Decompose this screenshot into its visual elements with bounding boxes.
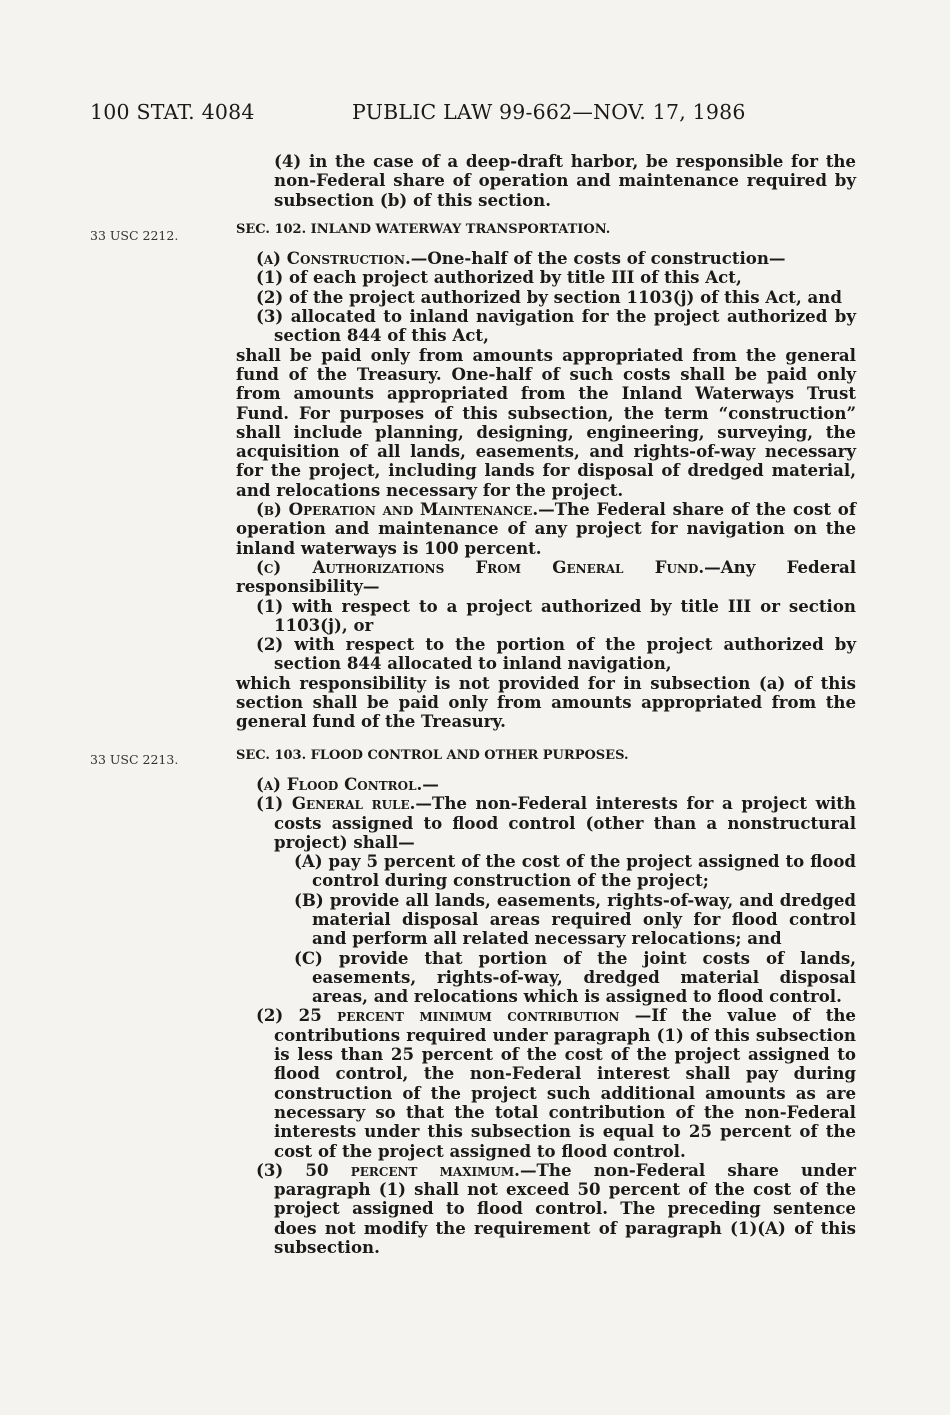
subsection-a: (a) Construction.—One-half of the costs of construction—: [256, 248, 786, 269]
subsection-b: (b) Operation and Maintenance.—The Federal share of the cost of operation and maintenance of any project for navigation on the inland waterways is 100 percent.: [236, 499, 856, 558]
clause-c2: (2) with respect to the portion of the project authorized by section 844 allocated to inland navigation,: [256, 634, 856, 674]
clause-C: (C) provide that portion of the joint costs of lands, easements, rights-of-way, dredged material disposal areas, and relocations which is assigned to flood control.: [294, 947, 856, 1007]
statute-page-number: 100 STAT. 4084: [90, 100, 255, 124]
law-title: PUBLIC LAW 99-662—NOV. 17, 1986: [352, 100, 746, 124]
paragraph-minimum-contribution: (2) 25 percent minimum contribution —If the value of the contributions required under paragraph (1) of this subsection is less than 25 percent of the cost of the project assigned to flood control, the non-Federal interest shall pay during construction of the project such additional amounts as are necessary so that the total contribution of the non-Federal interests under this subsection is equal to 25 percent of the cost of the project assigned to flood control.: [256, 1005, 856, 1161]
clause-B: (B) provide all lands, easements, rights-of-way, and dredged material disposal areas required only for flood control and perform all related necessary relocations; and: [294, 889, 856, 949]
clause-a1: (1) of each project authorized by title III of this Act,: [256, 267, 742, 288]
paragraph-4: (4) in the case of a deep-draft harbor, be responsible for the non-Federal share of operation and maintenance required by subsection (b) of this section.: [274, 151, 856, 210]
clause-a3: (3) allocated to inland navigation for the project authorized by section 844 of this Act,: [256, 306, 856, 346]
subsection-c-heading: (c) Authorizations From General Fund.: [256, 556, 705, 577]
document-body: [236, 152, 856, 1257]
flood-control-heading: (a) Flood Control.—: [256, 773, 439, 794]
margin-note-sec102: 33 USC 2212.: [90, 228, 179, 243]
subsection-c: (c) Authorizations From General Fund.—Any Federal responsibility—: [236, 556, 857, 597]
section-102-heading: SEC. 102. INLAND WATERWAY TRANSPORTATION.: [236, 221, 611, 237]
paragraph-general-rule: (1) General rule.—The non-Federal interests for a project with costs assigned to flood control (other than a nonstructural project) shall—: [256, 793, 856, 852]
margin-note-sec103: 33 USC 2213.: [90, 752, 179, 767]
paragraph-maximum: (3) 50 percent maximum.—The non-Federal share under paragraph (1) shall not exceed 50 percent of the cost of the project assigned to flood control. The preceding sentence does not modify the requirement of paragraph (1)(A) of this subsection.: [256, 1159, 857, 1258]
subsection-a-heading: (a) Construction.: [256, 248, 411, 269]
subsection-a-tail: shall be paid only from amounts appropriated from the general fund of the Treasury. One-half of such costs shall be paid only from amounts appropriated from the Inland Waterways Trust Fund. For purposes of this subsection, the term “construction” shall include planning, designing, engineering, surveying, the acquisition of all lands, easements, and rights-of-way necessary for the project, including lands for disposal of dredged material, and relocations necessary for the project.: [236, 344, 856, 500]
subsection-b-heading: (b) Operation and Maintenance.: [256, 499, 539, 520]
clause-A: (A) pay 5 percent of the cost of the project assigned to flood control during construction of the project;: [294, 851, 856, 891]
section-103-heading: SEC. 103. FLOOD CONTROL AND OTHER PURPOSES.: [236, 747, 629, 763]
page-header: [90, 100, 746, 124]
subsection-c-tail: which responsibility is not provided for in subsection (a) of this section shall be paid only from amounts appropriated from the general fund of the Treasury.: [236, 672, 856, 732]
clause-a2: (2) of the project authorized by section 1103(j) of this Act, and: [256, 286, 842, 307]
clause-c1: (1) with respect to a project authorized by title III or section 1103(j), or: [256, 595, 856, 635]
